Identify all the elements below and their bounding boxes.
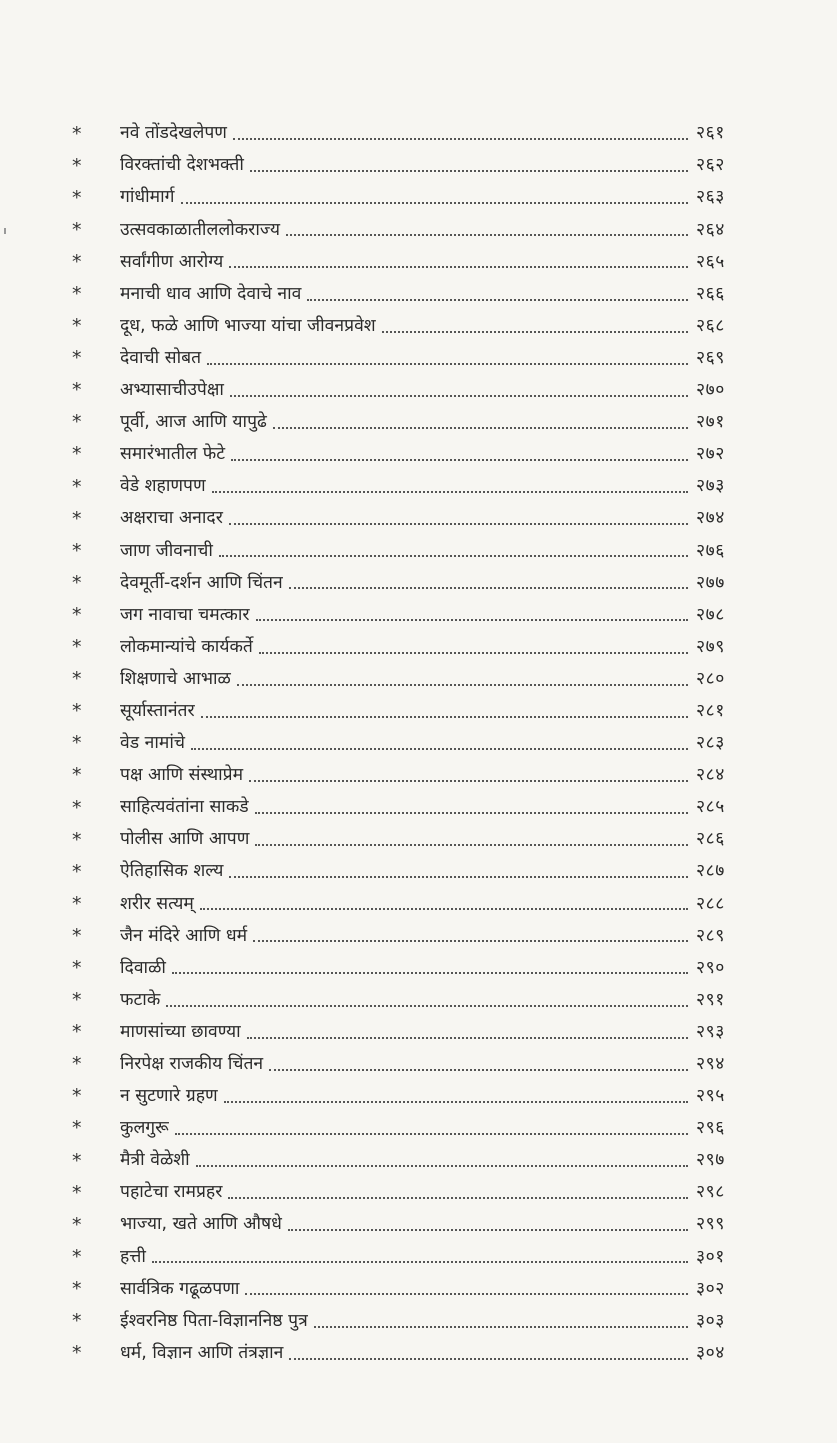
toc-entry-title: जैन मंदिरे आणि धर्म — [120, 925, 248, 946]
dot-leader — [269, 1069, 688, 1071]
toc-entry-page-number: ३०१ — [696, 1246, 725, 1267]
asterisk-bullet-icon: * — [72, 218, 82, 241]
toc-entry-title: शरीर सत्यम् — [120, 893, 194, 914]
asterisk-bullet-icon: * — [72, 956, 82, 979]
dot-leader — [289, 587, 688, 589]
toc-entry-page-number: २८१ — [696, 700, 725, 721]
toc-entry — [70, 343, 742, 375]
toc-entry-title: सूर्यास्तानंतर — [120, 700, 195, 721]
asterisk-bullet-icon: * — [72, 603, 82, 626]
asterisk-bullet-icon: * — [72, 250, 82, 273]
asterisk-bullet-icon: * — [72, 411, 82, 434]
toc-entry-page-number: २९६ — [696, 1118, 725, 1139]
toc-entry-title: पोलीस आणि आपण — [120, 829, 250, 850]
toc-entry-title: जाण जीवनाची — [120, 540, 213, 561]
toc-entry-page-number: २६४ — [696, 219, 725, 240]
toc-entry-title: नवे तोंडदेखलेपण — [120, 123, 227, 144]
dot-leader — [229, 266, 688, 268]
toc-entry-title: अभ्यासाचीउपेक्षा — [120, 380, 224, 401]
toc-entry-title: दूध, फळे आणि भाज्या यांचा जीवनप्रवेश — [120, 315, 376, 336]
asterisk-bullet-icon: * — [72, 443, 82, 466]
asterisk-bullet-icon: * — [72, 732, 82, 755]
dot-leader — [245, 1293, 688, 1295]
toc-entry — [70, 407, 742, 439]
toc-entry-title: निरपेक्ष राजकीय चिंतन — [120, 1054, 264, 1075]
toc-entry-page-number: २७६ — [696, 540, 725, 561]
toc-entry — [70, 439, 742, 471]
toc-entry-page-number: ३०३ — [696, 1310, 725, 1331]
toc-entry — [70, 888, 742, 920]
dot-leader — [196, 1165, 688, 1167]
toc-entry-page-number: २९१ — [696, 989, 725, 1010]
asterisk-bullet-icon: * — [72, 989, 82, 1012]
asterisk-bullet-icon: * — [72, 475, 82, 498]
asterisk-bullet-icon: * — [72, 764, 82, 787]
toc-entry — [70, 599, 742, 631]
toc-entry-title: लोकमान्यांचे कार्यकर्ते — [120, 636, 253, 657]
toc-entry — [70, 1241, 742, 1273]
asterisk-bullet-icon: * — [72, 379, 82, 402]
toc-entry — [70, 1177, 742, 1209]
toc-entry-title: धर्म, विज्ञान आणि तंत्रज्ञान — [120, 1342, 284, 1363]
toc-entry — [70, 567, 742, 599]
dot-leader — [314, 1326, 688, 1328]
table-of-contents — [70, 118, 742, 1370]
toc-entry — [70, 920, 742, 952]
toc-entry-page-number: २८४ — [696, 765, 725, 786]
dot-leader — [250, 170, 688, 172]
toc-entry — [70, 118, 742, 150]
toc-entry-title: माणसांच्या छावण्या — [120, 1021, 241, 1042]
dot-leader — [175, 1133, 688, 1135]
toc-entry-page-number: २८९ — [696, 925, 725, 946]
toc-entry-page-number: २६२ — [696, 155, 725, 176]
dot-leader — [237, 684, 688, 686]
toc-entry-page-number: २६६ — [696, 283, 725, 304]
toc-entry-title: पूर्वी, आज आणि यापुढे — [120, 412, 267, 433]
dot-leader — [307, 299, 688, 301]
dot-leader — [255, 844, 688, 846]
asterisk-bullet-icon: * — [72, 347, 82, 370]
asterisk-bullet-icon: * — [72, 507, 82, 530]
asterisk-bullet-icon: * — [72, 668, 82, 691]
toc-entry — [70, 1081, 742, 1113]
dot-leader — [382, 331, 688, 333]
toc-entry — [70, 182, 742, 214]
toc-entry — [70, 824, 742, 856]
page-smudge — [4, 228, 6, 234]
toc-entry-page-number: २७१ — [696, 412, 725, 433]
toc-entry-page-number: ३०४ — [696, 1342, 725, 1363]
asterisk-bullet-icon: * — [72, 1245, 82, 1268]
toc-entry — [70, 1113, 742, 1145]
toc-entry-title: कुलगुरू — [120, 1118, 169, 1139]
toc-entry — [70, 1209, 742, 1241]
asterisk-bullet-icon: * — [72, 700, 82, 723]
dot-leader — [259, 652, 688, 654]
asterisk-bullet-icon: * — [72, 283, 82, 306]
dot-leader — [212, 491, 688, 493]
asterisk-bullet-icon: * — [72, 1053, 82, 1076]
asterisk-bullet-icon: * — [72, 1213, 82, 1236]
toc-entry — [70, 664, 742, 696]
toc-entry-title: फटाके — [120, 989, 161, 1010]
toc-entry-title: समारंभातील फेटे — [120, 444, 226, 465]
toc-entry — [70, 150, 742, 182]
toc-entry-title: मैत्री वेळेशी — [120, 1150, 190, 1171]
toc-entry-page-number: २७४ — [696, 508, 725, 529]
toc-entry-title: भाज्या, खते आणि औषधे — [120, 1214, 282, 1235]
toc-entry — [70, 503, 742, 535]
toc-entry — [70, 792, 742, 824]
toc-entry — [70, 1338, 742, 1370]
dot-leader — [219, 555, 688, 557]
toc-entry-title: न सुटणारे ग्रहण — [120, 1086, 218, 1107]
toc-entry-page-number: २८७ — [696, 861, 725, 882]
asterisk-bullet-icon: * — [72, 1149, 82, 1172]
dot-leader — [181, 202, 688, 204]
dot-leader — [230, 395, 688, 397]
toc-entry — [70, 856, 742, 888]
toc-entry-page-number: २८५ — [696, 797, 725, 818]
toc-entry — [70, 214, 742, 246]
dot-leader — [207, 363, 688, 365]
toc-entry-page-number: २९९ — [696, 1214, 725, 1235]
toc-entry-page-number: २८८ — [696, 893, 725, 914]
dot-leader — [172, 972, 688, 974]
toc-entry — [70, 952, 742, 984]
toc-entry-page-number: २७० — [696, 380, 725, 401]
toc-entry-title: मनाची धाव आणि देवाचे नाव — [120, 283, 302, 304]
toc-entry-title: देवाची सोबत — [120, 347, 202, 368]
toc-entry-page-number: २७८ — [696, 604, 725, 625]
toc-entry-title: विरक्तांची देशभक्ती — [120, 155, 244, 176]
asterisk-bullet-icon: * — [72, 315, 82, 338]
toc-entry-page-number: २९३ — [696, 1021, 725, 1042]
asterisk-bullet-icon: * — [72, 1277, 82, 1300]
toc-entry-page-number: २८० — [696, 668, 725, 689]
asterisk-bullet-icon: * — [72, 1310, 82, 1333]
toc-entry-page-number: २९० — [696, 957, 725, 978]
dot-leader — [229, 523, 688, 525]
toc-entry — [70, 1145, 742, 1177]
dot-leader — [255, 812, 688, 814]
toc-entry-title: जग नावाचा चमत्कार — [120, 604, 250, 625]
dot-leader — [253, 940, 688, 942]
toc-entry-title: साहित्यवंतांना साकडे — [120, 797, 249, 818]
toc-entry-page-number: २७३ — [696, 476, 725, 497]
dot-leader — [256, 619, 688, 621]
toc-entry-title: पहाटेचा रामप्रहर — [120, 1182, 223, 1203]
toc-entry-page-number: २६१ — [696, 123, 725, 144]
dot-leader — [200, 908, 688, 910]
asterisk-bullet-icon: * — [72, 1117, 82, 1140]
dot-leader — [229, 876, 688, 878]
toc-entry-title: वेड नामांचे — [120, 733, 186, 754]
toc-entry-page-number: २९४ — [696, 1054, 725, 1075]
toc-entry — [70, 535, 742, 567]
toc-entry — [70, 985, 742, 1017]
toc-entry — [70, 375, 742, 407]
dot-leader — [201, 716, 688, 718]
asterisk-bullet-icon: * — [72, 796, 82, 819]
toc-entry-title: दिवाळी — [120, 957, 166, 978]
asterisk-bullet-icon: * — [72, 122, 82, 145]
toc-entry-page-number: २९७ — [696, 1150, 725, 1171]
toc-entry-page-number: ३०२ — [696, 1278, 725, 1299]
toc-entry-title: ईश्वरनिष्ठ पिता-विज्ञाननिष्ठ पुत्र — [120, 1310, 308, 1331]
toc-entry-title: ऐतिहासिक शल्य — [120, 861, 224, 882]
dot-leader — [231, 459, 688, 461]
asterisk-bullet-icon: * — [72, 892, 82, 915]
toc-entry-page-number: २७७ — [696, 572, 725, 593]
toc-entry-page-number: २६३ — [696, 187, 725, 208]
toc-entry — [70, 246, 742, 278]
toc-entry-page-number: २९५ — [696, 1086, 725, 1107]
asterisk-bullet-icon: * — [72, 186, 82, 209]
toc-entry-page-number: २९८ — [696, 1182, 725, 1203]
toc-entry-page-number: २६९ — [696, 347, 725, 368]
dot-leader — [249, 780, 688, 782]
dot-leader — [152, 1261, 688, 1263]
toc-entry-title: अक्षराचा अनादर — [120, 508, 223, 529]
asterisk-bullet-icon: * — [72, 154, 82, 177]
dot-leader — [247, 1037, 688, 1039]
dot-leader — [228, 1197, 688, 1199]
dot-leader — [224, 1101, 688, 1103]
asterisk-bullet-icon: * — [72, 1181, 82, 1204]
toc-entry — [70, 471, 742, 503]
dot-leader — [233, 138, 688, 140]
toc-entry — [70, 1273, 742, 1305]
toc-entry — [70, 278, 742, 310]
asterisk-bullet-icon: * — [72, 539, 82, 562]
toc-entry-page-number: २८६ — [696, 829, 725, 850]
toc-entry-page-number: २७२ — [696, 444, 725, 465]
toc-entry-title: हत्ती — [120, 1246, 146, 1267]
toc-entry — [70, 632, 742, 664]
toc-entry — [70, 311, 742, 343]
dot-leader — [191, 748, 688, 750]
toc-entry — [70, 696, 742, 728]
dot-leader — [166, 1005, 688, 1007]
toc-entry — [70, 1305, 742, 1337]
dot-leader — [273, 427, 688, 429]
toc-entry — [70, 1049, 742, 1081]
toc-entry-title: उत्सवकाळातीललोकराज्य — [120, 219, 281, 240]
toc-entry-title: गांधीमार्ग — [120, 187, 175, 208]
toc-entry-title: सार्वत्रिक गढूळपणा — [120, 1278, 240, 1299]
toc-entry-page-number: २६८ — [696, 315, 725, 336]
dot-leader — [286, 234, 688, 236]
toc-entry — [70, 760, 742, 792]
dot-leader — [289, 1358, 688, 1360]
asterisk-bullet-icon: * — [72, 636, 82, 659]
dot-leader — [288, 1229, 688, 1231]
toc-entry-page-number: २८३ — [696, 733, 725, 754]
toc-entry-title: शिक्षणाचे आभाळ — [120, 668, 231, 689]
toc-entry-title: देवमूर्ती-दर्शन आणि चिंतन — [120, 572, 283, 593]
asterisk-bullet-icon: * — [72, 571, 82, 594]
toc-entry-title: पक्ष आणि संस्थाप्रेम — [120, 765, 244, 786]
asterisk-bullet-icon: * — [72, 1085, 82, 1108]
toc-entry-title: सर्वांगीण आरोग्य — [120, 251, 224, 272]
toc-entry — [70, 728, 742, 760]
toc-entry — [70, 1017, 742, 1049]
asterisk-bullet-icon: * — [72, 828, 82, 851]
asterisk-bullet-icon: * — [72, 1021, 82, 1044]
toc-entry-page-number: २६५ — [696, 251, 725, 272]
asterisk-bullet-icon: * — [72, 924, 82, 947]
asterisk-bullet-icon: * — [72, 1342, 82, 1365]
toc-entry-page-number: २७९ — [696, 636, 725, 657]
toc-entry-title: वेडे शहाणपण — [120, 476, 206, 497]
asterisk-bullet-icon: * — [72, 860, 82, 883]
